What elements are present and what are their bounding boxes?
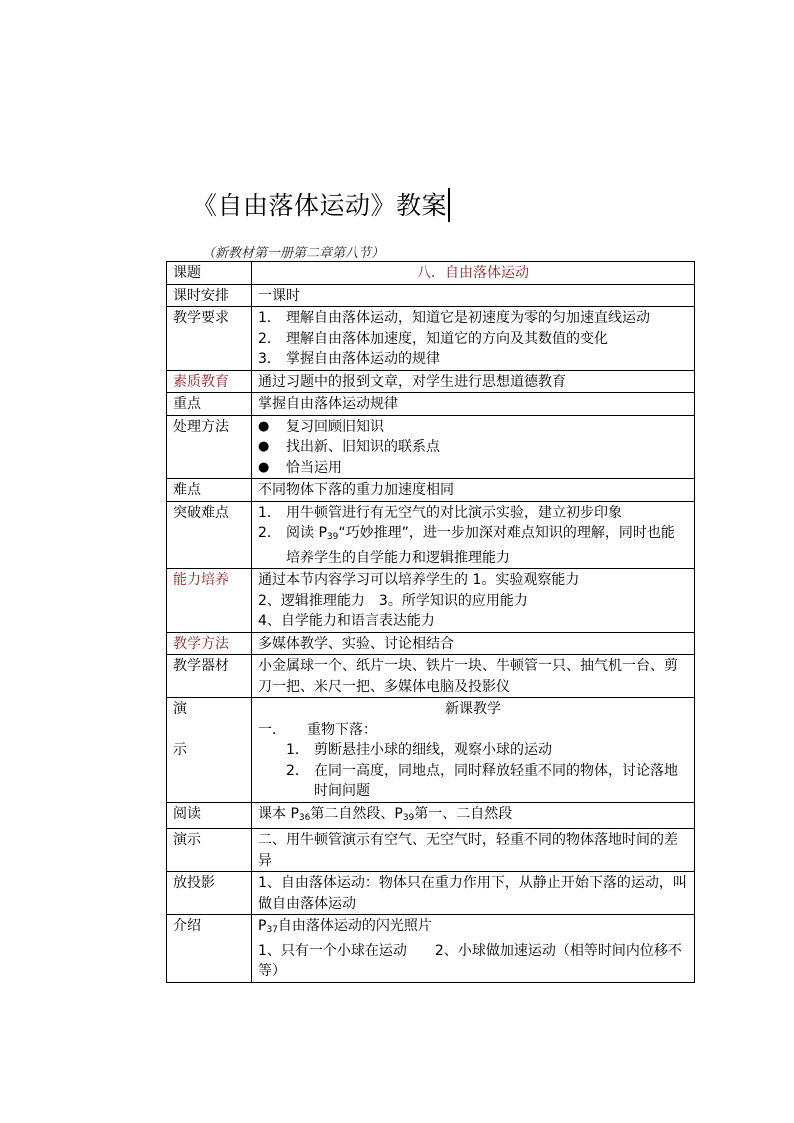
list-item: 2． 阅读 $P_{39}“$巧妙推理”，进一步加深对难点知识的理解，同时也能培养学生的自学能力和逻辑推理能力 (258, 525, 675, 566)
table-row (167, 915, 695, 983)
document-subtitle: （新教材第一册第二章第八节） (202, 246, 385, 261)
list-item: ● 恰当运用 (258, 458, 688, 479)
row-label: 难点 (167, 479, 252, 502)
row-label: 课题 (167, 262, 252, 285)
row-content (252, 307, 695, 371)
row-content: 1、自由落体运动：物体只在重力作用下，从静止开始下落的运动，叫做自由落体运动 (252, 872, 695, 915)
lesson-plan-table (166, 261, 695, 983)
list-item: 1． 剪断悬挂小球的细线，观察小球的运动 (286, 742, 552, 758)
section-title: 一． 重物下落： (258, 721, 377, 738)
table-row (167, 284, 695, 307)
row-content: 不同物体下落的重力加速度相同 (252, 479, 695, 502)
table-row (167, 569, 695, 633)
bullet-icon: ● (258, 418, 270, 434)
table-row (167, 829, 695, 872)
table-row (167, 393, 695, 416)
text-cursor (448, 188, 450, 222)
row-label: 课时安排 (167, 284, 252, 307)
row-content: 通过本节内容学习可以培养学生的 1。实验观察能力 2、逻辑推理能力 3。所学知识的应用能力 4、自学能力和语言表达能力 (252, 569, 695, 633)
row-label: 能力培养 (167, 569, 252, 633)
table-row (167, 307, 695, 371)
table-row (167, 370, 695, 393)
row-label: 教学器材 (167, 655, 252, 698)
row-content: 二、用牛顿管演示有空气、无空气时，轻重不同的物体落地时间的差异 (252, 829, 695, 872)
row-content: $P_{37}$自由落体运动的闪光照片 1、只有一个小球在运动 2、小球做加速运动（相等时间内位移不等） (252, 915, 695, 983)
section-heading: 新课教学 (445, 701, 501, 717)
bullet-icon: ● (258, 439, 270, 454)
bullet-icon: ● (258, 459, 270, 475)
title-text: 《自由落体运动》教案 (192, 191, 448, 220)
row-content: 多媒体教学、实验、讨论相结合 (252, 632, 695, 655)
table-row (167, 479, 695, 502)
row-content: 掌握自由落体运动规律 (252, 393, 695, 416)
row-label: 处理方法 (167, 415, 252, 479)
table-row (167, 262, 695, 285)
row-content (252, 698, 695, 803)
row-label: 放投影 (167, 872, 252, 915)
table-row (167, 802, 695, 829)
row-content (252, 501, 695, 569)
list-item: ● 复习回顾旧知识 (258, 417, 688, 438)
table-row (167, 501, 695, 569)
row-label: 演 示 (167, 698, 252, 803)
row-label: 重点 (167, 393, 252, 416)
lesson-topic: 八．自由落体运动 (252, 262, 695, 285)
row-label: 阅读 (167, 802, 252, 829)
row-label: 教学要求 (167, 307, 252, 371)
list-item: 3． 掌握自由落体运动的规律 (258, 351, 440, 367)
row-label: 演示 (167, 829, 252, 872)
row-label: 介绍 (167, 915, 252, 983)
row-label: 突破难点 (167, 501, 252, 569)
row-content: 一课时 (252, 284, 695, 307)
list-item: 1． 用牛顿管进行有无空气的对比演示实验，建立初步印象 (258, 504, 622, 521)
table-row (167, 698, 695, 803)
table-row (167, 655, 695, 698)
table-row (167, 415, 695, 479)
row-content (252, 415, 695, 479)
list-item: 2． 在同一高度，同地点，同时释放轻重不同的物体，讨论落地时间问题 (286, 762, 678, 799)
list-item: 1． 理解自由落体运动，知道它是初速度为零的匀加速直线运动 (258, 310, 650, 326)
row-label: 教学方法 (167, 632, 252, 655)
table-row (167, 872, 695, 915)
row-content: 小金属球一个、纸片一块、铁片一块、牛顿管一只、抽气机一台、剪刀一把、米尺一把、多媒体电脑及投影仪 (252, 655, 695, 698)
list-item: ● 找出新、旧知识的联系点 (258, 437, 688, 458)
document-title (192, 186, 450, 222)
table-row (167, 632, 695, 655)
row-content: 课本 $P_{36}$第二自然段、$P_{39}$第一、二自然段 (252, 802, 695, 829)
list-item: 2． 理解自由落体加速度，知道它的方向及其数值的变化 (258, 330, 608, 347)
row-label: 素质教育 (167, 370, 252, 393)
row-content: 通过习题中的报到文章，对学生进行思想道德教育 (252, 370, 695, 393)
